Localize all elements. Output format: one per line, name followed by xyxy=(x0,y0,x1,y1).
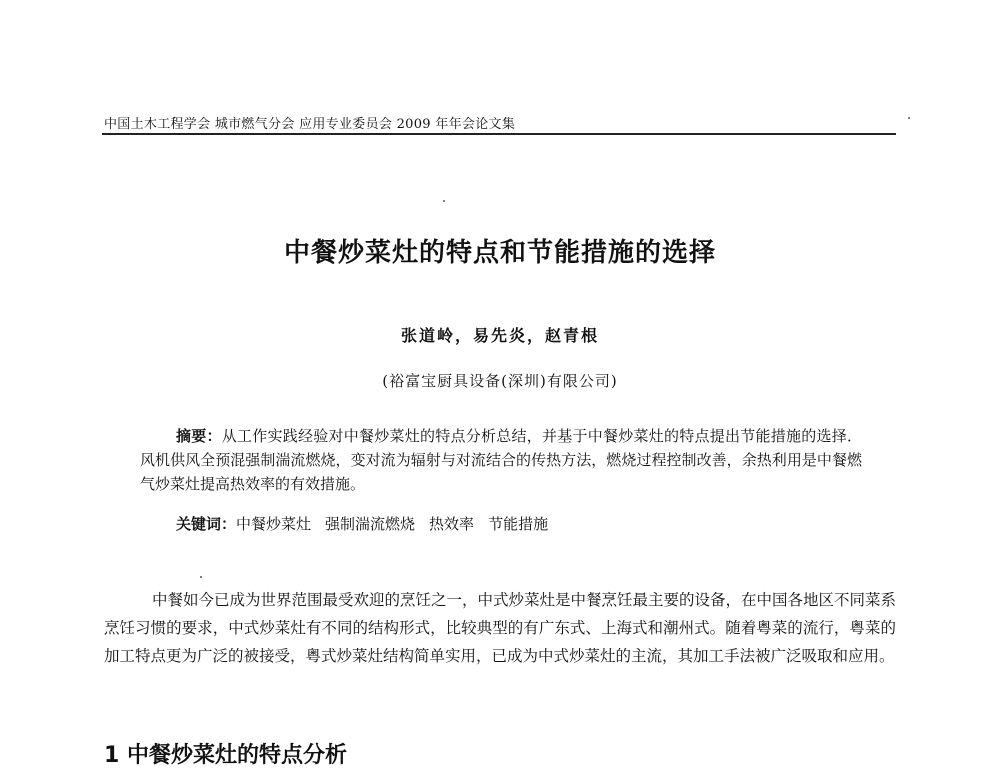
abstract-text: 从工作实践经验对中餐炒菜灶的特点分析总结，并基于中餐炒菜灶的特点提出节能措施的选择．风机供风全预混强制湍流燃烧，变对流为辐射与对流结合的传热方法，燃烧过程控制改善，余热利用是中餐燃气炒菜灶提高热效率的有效措施。 xyxy=(140,427,862,493)
keyword: 节能措施 xyxy=(488,515,549,533)
keyword: 中餐炒菜灶 xyxy=(236,515,312,533)
abstract-label: 摘要： xyxy=(176,427,222,445)
keywords-label: 关键词： xyxy=(176,515,237,533)
authors: 张道岭，易先炎，赵青根 xyxy=(400,326,599,345)
scan-speck xyxy=(908,117,910,119)
keyword: 强制湍流燃烧 xyxy=(325,515,416,533)
affiliation: (裕富宝厨具设备(深圳)有限公司) xyxy=(382,372,618,390)
body-paragraph: 中餐如今已成为世界范围最受欢迎的烹饪之一，中式炒菜灶是中餐烹饪最主要的设备，在中国各地区不同菜系烹饪习惯的要求，中式炒菜灶有不同的结构形式，比较典型的有广东式、上海式和潮州式。随着粤菜的流行，粤菜的加工特点更为广泛的被接受，粤式炒菜灶结构简单实用，已成为中式炒菜灶的主流，其加工手法被广泛吸取和应用。 xyxy=(104,591,897,665)
keyword: 热效率 xyxy=(429,515,475,533)
abstract xyxy=(140,424,862,496)
header-rule xyxy=(102,133,896,135)
section-heading: 1 中餐炒菜灶的特点分析 xyxy=(104,743,347,768)
scan-speck xyxy=(443,200,445,202)
keywords xyxy=(176,512,862,536)
paper-title: 中餐炒菜灶的特点和节能措施的选择 xyxy=(283,238,716,268)
scan-speck xyxy=(200,576,202,578)
running-head: 中国土木工程学会 城市燃气分会 应用专业委员会 2009 年年会论文集 xyxy=(104,117,516,132)
